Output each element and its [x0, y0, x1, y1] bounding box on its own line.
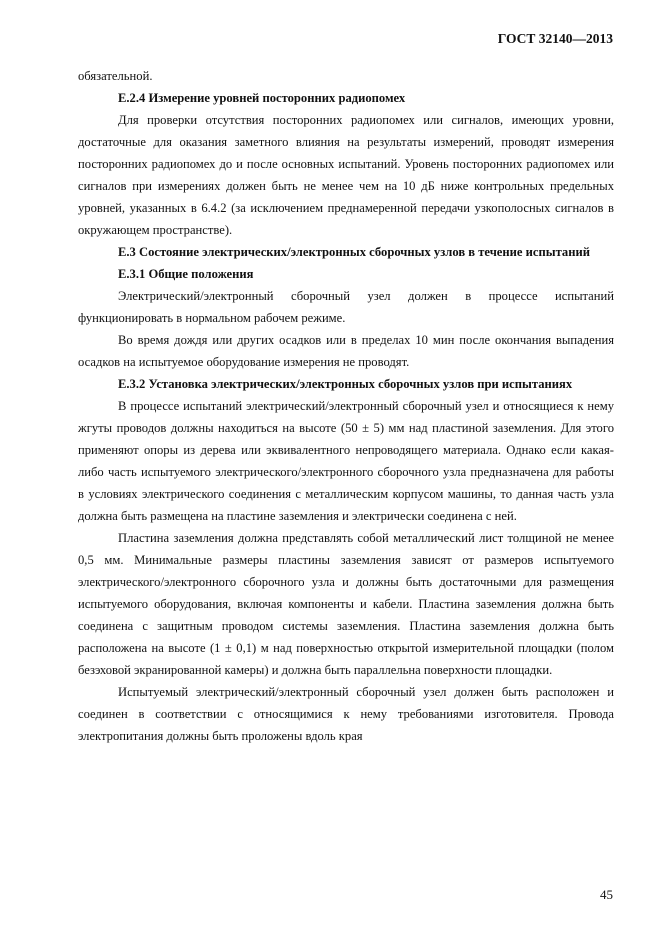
- document-body: [78, 65, 614, 747]
- section-heading-e-3-2: Е.3.2 Установка электрических/электронных сборочных узлов при испытаниях: [118, 377, 573, 391]
- paragraph-precipitation: Во время дождя или других осадков или в пределах 10 мин после окончания выпадения осадков на испытуемое оборудование измерения не проводят.: [78, 333, 614, 369]
- section-heading-e-3-1: Е.3.1 Общие положения: [118, 267, 254, 281]
- paragraph-interference-check: Для проверки отсутствия посторонних радиопомех или сигналов, имеющих уровни, достаточные для оказания заметного влияния на результаты измерений, проводят измерения посторонних радиопомех до и после основных испытаний. Уровень посторонних радиопомех или сигналов при измерениях должен быть не менее чем на 10 дБ ниже контрольных предельных уровней, указанных в 6.4.2 (за исключением преднамеренной передачи узкополосных сигналов в окружающем пространстве).: [78, 113, 614, 237]
- paragraph-ground-plane: Пластина заземления должна представлять собой металлический лист толщиной не менее 0,5 мм. Минимальные размеры пластины заземления зависят от размеров испытуемого электрического/электронного сборочного узла и должны быть достаточными для размещения испытуемого оборудования, включая компоненты и кабели. Пластина заземления должна быть соединена с защитным проводом системы заземления. Пластина заземления должна быть расположена на высоте (1 ± 0,1) м над поверхностью открытой измерительной площадки (полом безэховой экранированной камеры) и должна быть параллельна поверхности площадки.: [78, 531, 614, 677]
- paragraph-placement: Испытуемый электрический/электронный сборочный узел должен быть расположен и соединен в соответствии с относящимися к нему требованиями изготовителя. Провода электропитания должны быть проложены вдоль края: [78, 685, 614, 743]
- paragraph-mounting-height: В процессе испытаний электрический/электронный сборочный узел и относящиеся к нему жгуты проводов должны находиться на высоте (50 ± 5) мм над пластиной заземления. Для этого применяют опоры из дерева или эквивалентного непроводящего материала. Однако если какая-либо часть испытуемого электрического/электронного сборочного узла предназначена для работы в условиях электрического соединения с металлическим корпусом машины, то данная часть узла должна быть размещена на пластине заземления и электрически соединена с ней.: [78, 399, 614, 523]
- standard-header: ГОСТ 32140—2013: [497, 31, 613, 46]
- section-heading-e-3: Е.3 Состояние электрических/электронных сборочных узлов в течение испытаний: [118, 245, 590, 259]
- section-heading-e-2-4: Е.2.4 Измерение уровней посторонних радиопомех: [118, 91, 406, 105]
- paragraph-continuation: обязательной.: [78, 69, 153, 83]
- page-number: 45: [600, 887, 613, 902]
- paragraph-normal-mode: Электрический/электронный сборочный узел должен в процессе испытаний функционировать в нормальном рабочем режиме.: [78, 289, 614, 325]
